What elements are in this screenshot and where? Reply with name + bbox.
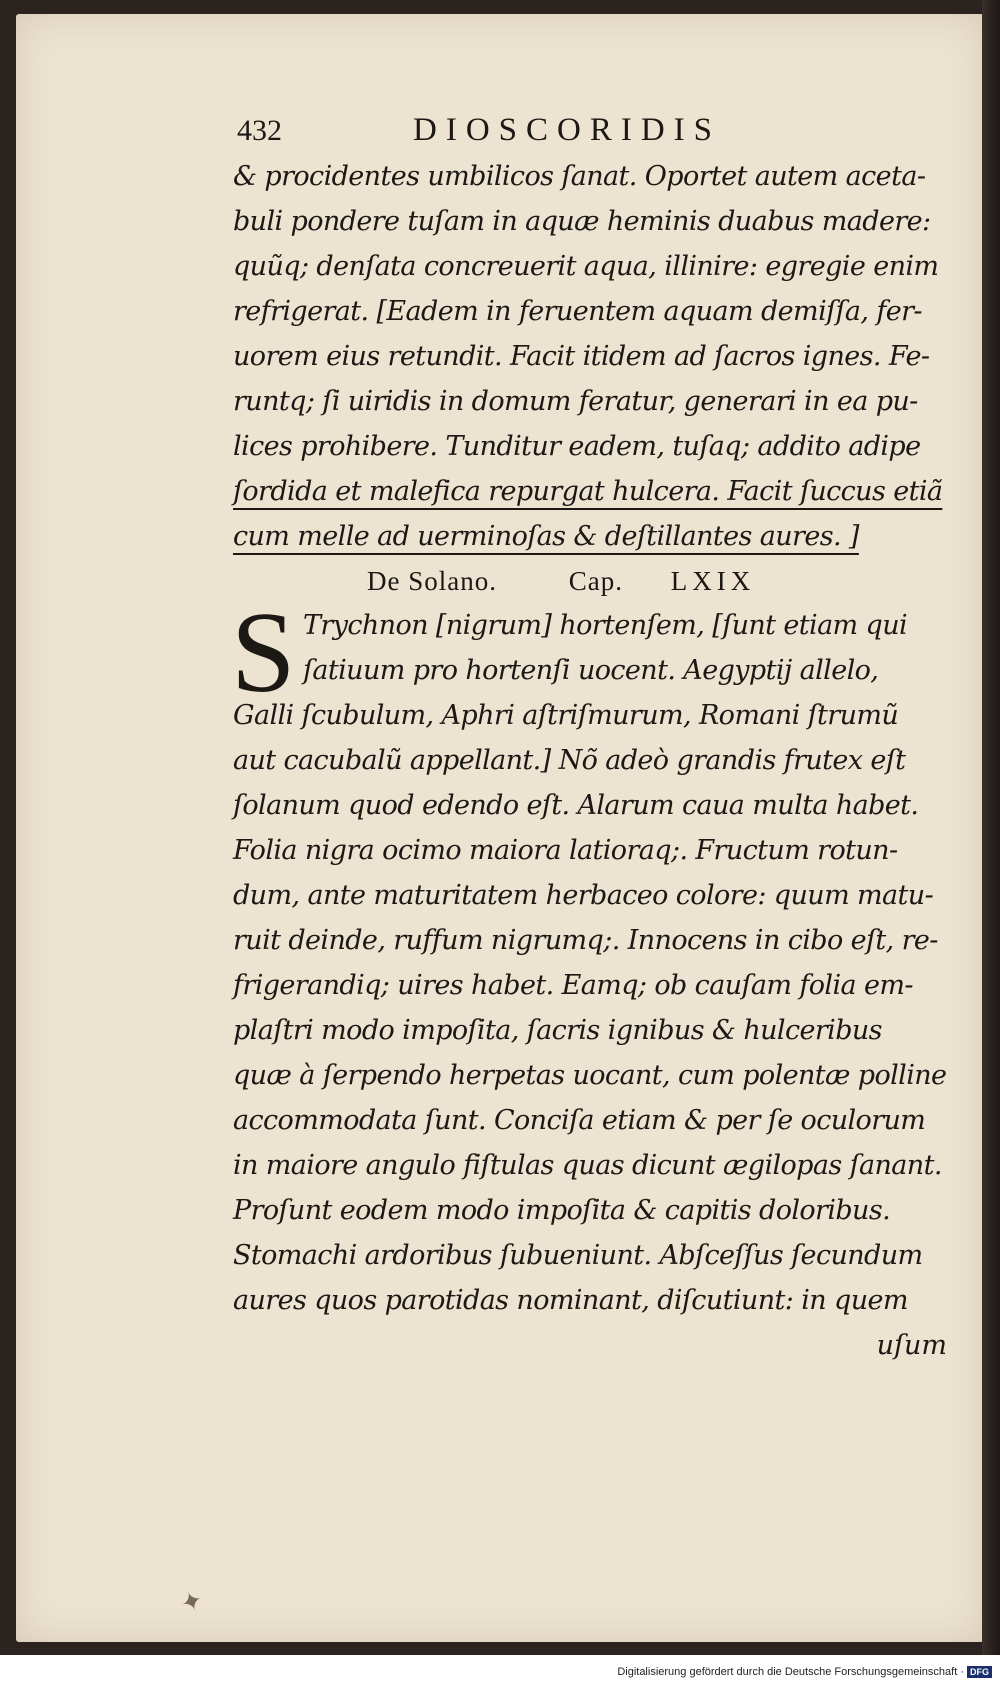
text-line: quũq; denſata concreuerit aqua, illinire: egregie enim xyxy=(233,251,939,282)
text-line: ſatiuum pro hortenſi uocent. Aegyptij allelo, xyxy=(303,655,879,686)
text-line: lices prohibere. Tunditur eadem, tuſaq; addito adipe xyxy=(233,431,921,462)
chapter-cap-label: Cap. xyxy=(568,566,623,596)
text-line: refrigerat. [Eadem in feruentem aquam demiſſa, fer- xyxy=(233,296,922,327)
text-line: Galli ſcubulum, Aphri aſtriſmurum, Romani ſtrumũ xyxy=(233,700,899,731)
text-line: Trychnon [nigrum] hortenſem, [ſunt etiam qui xyxy=(303,610,908,641)
text-line-underlined: cum melle ad uerminoſas & deſtillantes aures. ] xyxy=(233,521,859,552)
text-line: uorem eius retundit. Facit itidem ad ſacros ignes. Fe- xyxy=(233,341,930,372)
digitization-credit xyxy=(617,1666,992,1678)
page-header xyxy=(233,108,973,154)
text-line: ruit deinde, ruffum nigrumq;. Innocens in cibo eſt, re- xyxy=(233,925,938,956)
book-binding-edge xyxy=(982,0,1000,1655)
text-line: runtq; ſi uiridis in domum feratur, generari in ea pu- xyxy=(233,386,918,417)
page-text-block xyxy=(233,108,973,1368)
text-line-underlined: ſordida et malefica repurgat hulcera. Facit ſuccus etiã xyxy=(233,476,943,507)
text-line: dum, ante maturitatem herbaceo colore: quum matu- xyxy=(233,880,934,911)
text-line: Proſunt eodem modo impoſita & capitis doloribus. xyxy=(233,1195,891,1226)
dfg-logo-icon: DFG xyxy=(967,1666,992,1678)
drop-cap-initial: S xyxy=(231,589,296,717)
text-line: aut cacubalũ appellant.] Nõ adeò grandis frutex eſt xyxy=(233,745,906,776)
chapter-title: De Solano. xyxy=(367,566,497,596)
text-line: aures quos parotidas nominant, diſcutiunt: in quem xyxy=(233,1285,908,1316)
text-line: buli pondere tuſam in aquæ heminis duabus madere: xyxy=(233,206,931,237)
ink-mark-icon: ✦ xyxy=(176,1584,208,1620)
text-line: in maiore angulo fiſtulas quas dicunt ægilopas ſanant. xyxy=(233,1150,942,1181)
credit-text: Digitalisierung gefördert durch die Deutsche Forschungsgemeinschaft · xyxy=(617,1666,964,1678)
page-number: 432 xyxy=(237,114,282,147)
running-title: DIOSCORIDIS xyxy=(413,112,722,148)
text-line: quæ à ſerpendo herpetas uocant, cum polentæ polline xyxy=(233,1060,947,1091)
text-line: frigerandiq; uires habet. Eamq; ob cauſam folia em- xyxy=(233,970,913,1001)
text-line: Folia nigra ocimo maiora latioraq;. Fructum rotun- xyxy=(233,835,898,866)
text-line: accommodata ſunt. Conciſa etiam & per ſe oculorum xyxy=(233,1105,926,1136)
chapter-number: LXIX xyxy=(670,566,756,596)
text-line: plaſtri modo impoſita, ſacris ignibus & hulceribus xyxy=(233,1015,882,1046)
text-line: & procidentes umbilicos ſanat. Oportet autem aceta- xyxy=(233,161,926,192)
text-line: Stomachi ardoribus ſubueniunt. Abſceſſus ſecundum xyxy=(233,1240,923,1271)
text-line: ſolanum quod edendo eſt. Alarum caua multa habet. xyxy=(233,790,919,821)
chapter-heading xyxy=(233,559,973,603)
catchword: uſum xyxy=(876,1330,947,1361)
